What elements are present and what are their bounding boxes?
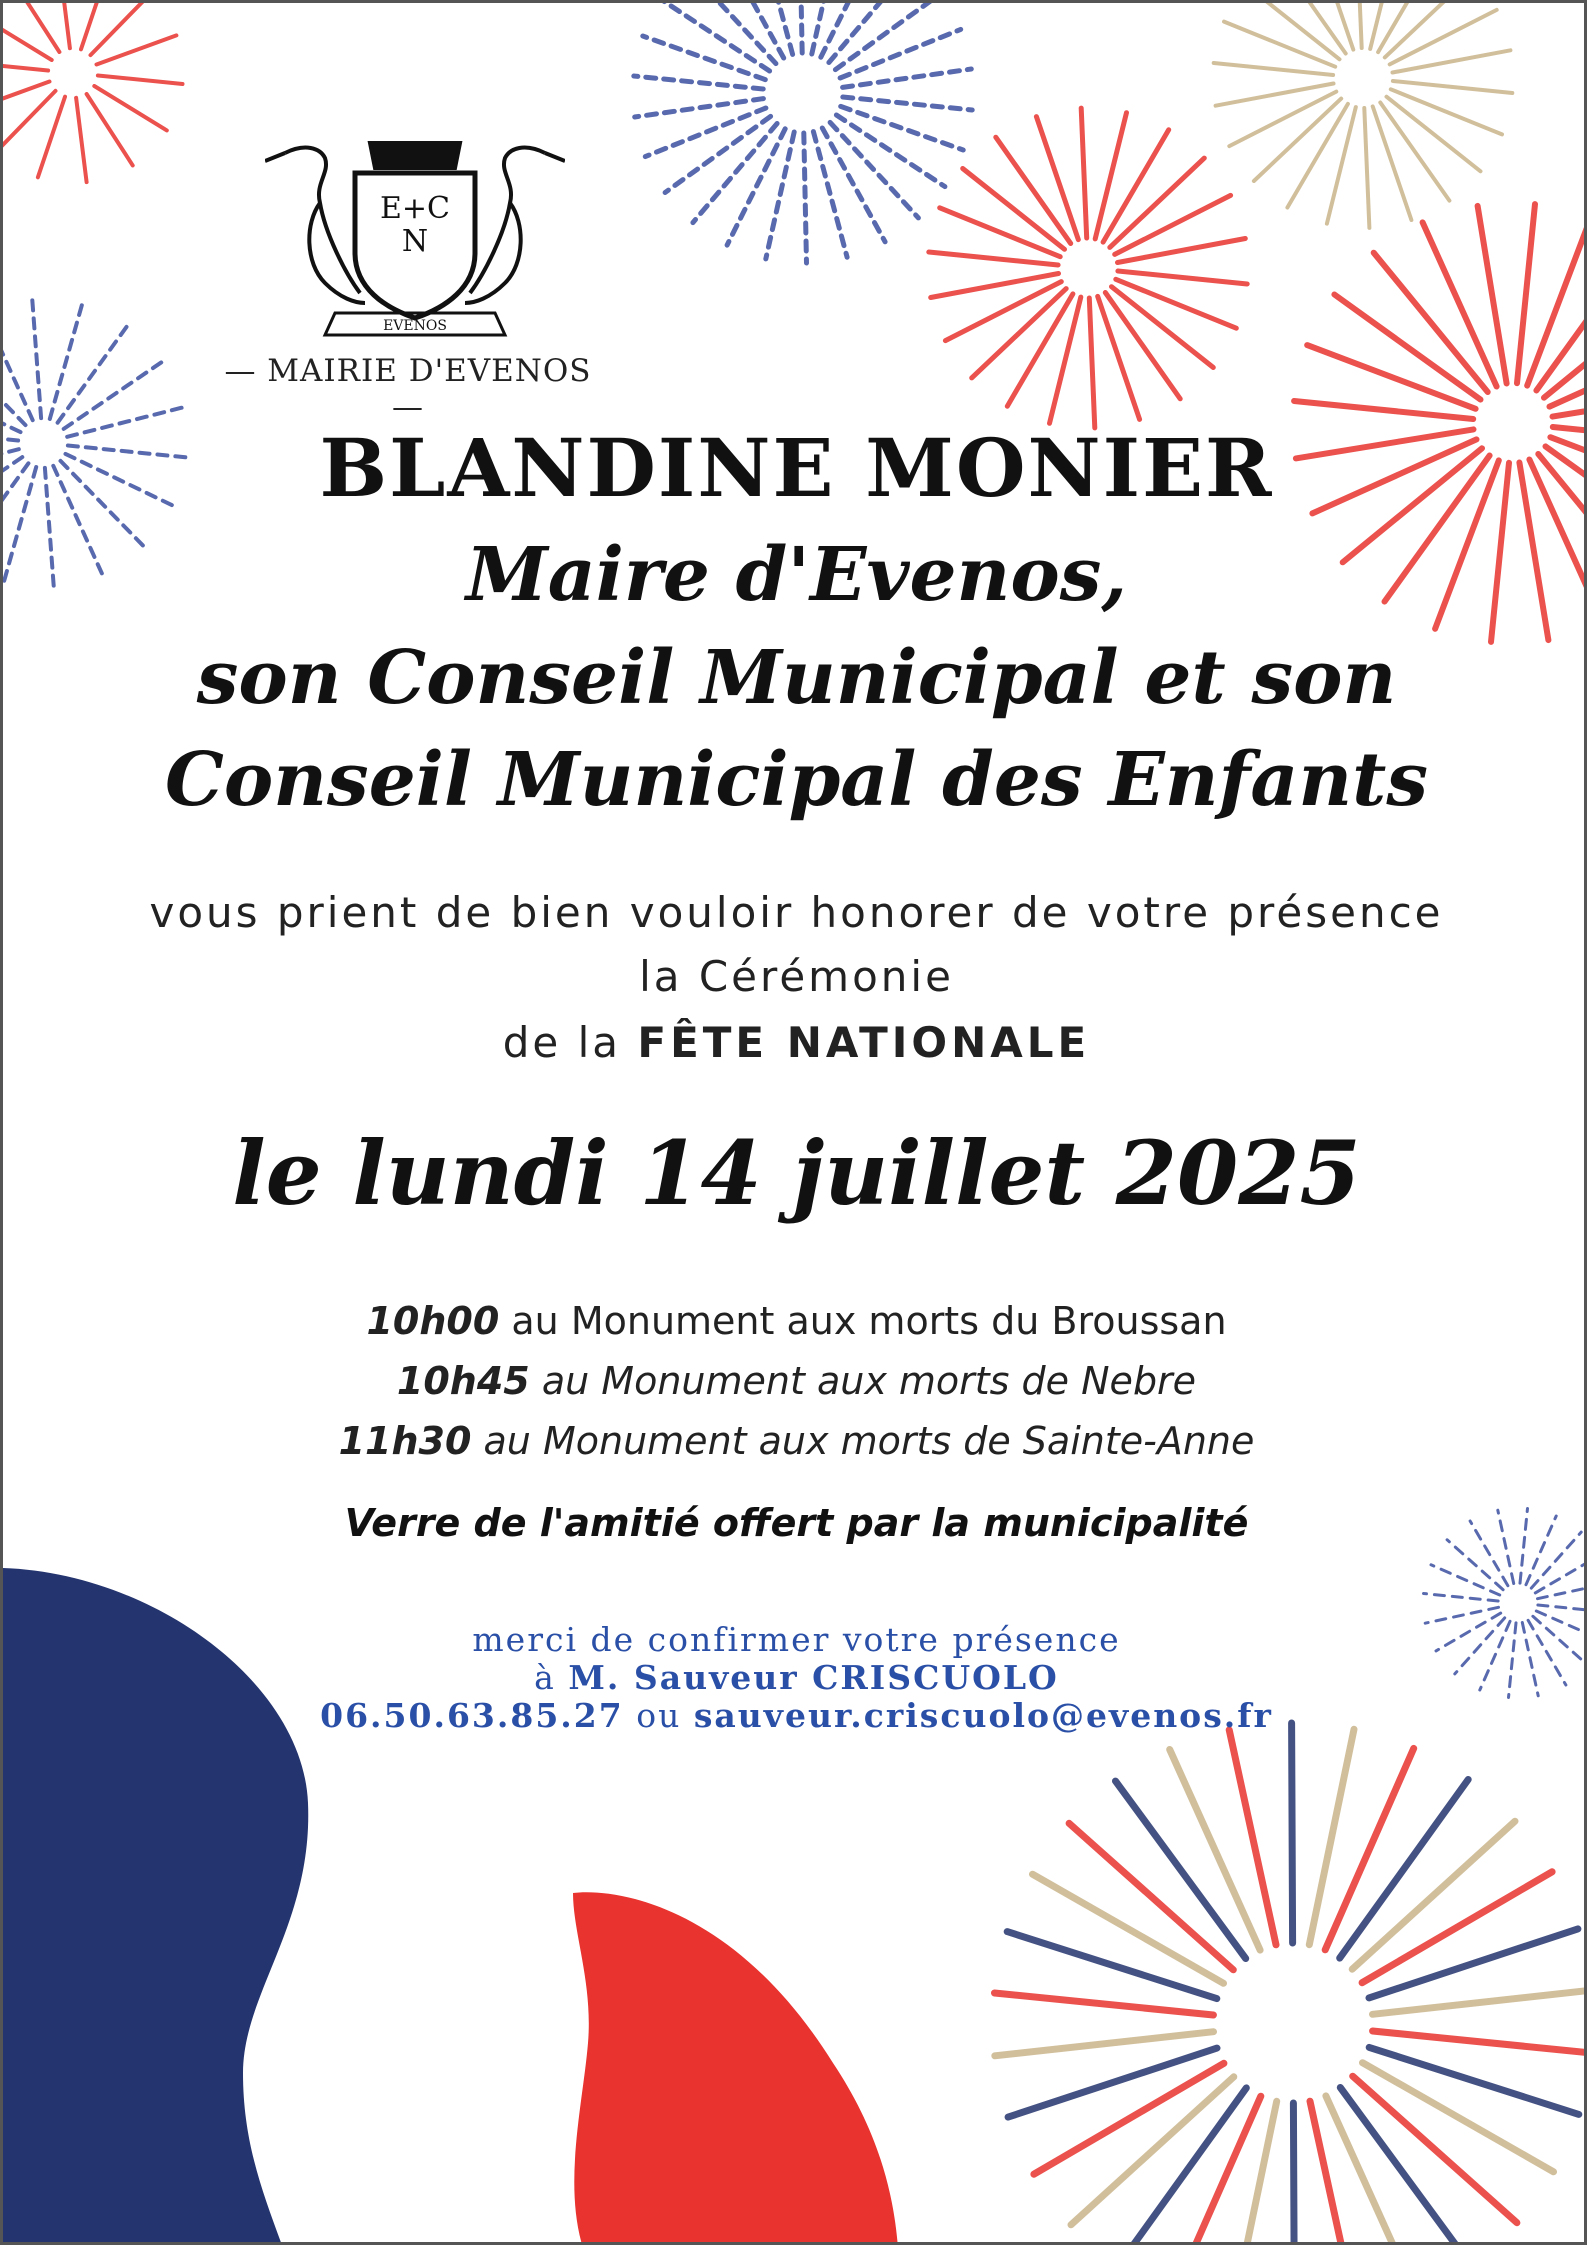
- schedule-place: au Monument aux morts du Broussan: [511, 1299, 1227, 1343]
- ceremony-label: la Cérémonie: [639, 952, 954, 1001]
- firework-ray: [1095, 113, 1126, 239]
- firework-ray: [1327, 107, 1356, 224]
- firework-ray: [1229, 1730, 1276, 1945]
- mairie-caption: — MAIRIE D'EVENOS —: [224, 353, 592, 425]
- firework-ray: [688, 3, 776, 64]
- firework-ray: [32, 293, 41, 418]
- shield-text-top: E+C: [380, 191, 450, 226]
- firework-ray: [59, 3, 70, 48]
- firework-ray: [1071, 2077, 1234, 2225]
- fete-name: FÊTE NATIONALE: [637, 1018, 1091, 1067]
- title-line-3: Conseil Municipal des Enfants: [164, 737, 1429, 823]
- firework-ray: [1050, 297, 1081, 423]
- firework-ray: [1431, 1565, 1500, 1595]
- firework-ray: [822, 128, 885, 242]
- schedule-time: 10h45: [396, 1359, 530, 1403]
- schedule-place: au Monument aux morts de Sainte-Anne: [483, 1419, 1255, 1463]
- schedule-place: au Monument aux morts de Nebre: [541, 1359, 1197, 1403]
- title-line-2: son Conseil Municipal et son: [196, 635, 1397, 721]
- firework-ray: [1294, 401, 1473, 419]
- firework-ray: [813, 132, 847, 258]
- firework-ray: [1214, 63, 1333, 75]
- firework-ray: [843, 97, 972, 110]
- rsvp-line-2: [3, 1659, 1587, 1697]
- schedule-time: 11h30: [338, 1419, 472, 1463]
- firework-ray: [1357, 3, 1362, 48]
- firework-ray: [1393, 81, 1512, 93]
- firework-ray: [1538, 1583, 1587, 1599]
- firework-ray: [1424, 1594, 1499, 1602]
- firework-ray: [50, 299, 84, 419]
- fete-prefix: de la: [502, 1018, 622, 1067]
- firework-ray: [800, 3, 803, 53]
- rsvp-line-3: [3, 1697, 1587, 1735]
- firework-ray: [98, 76, 183, 85]
- firework-ray: [1373, 106, 1412, 220]
- firework-ray: [1364, 108, 1369, 228]
- firework-ray: [3, 306, 33, 420]
- firework-ray: [1293, 2103, 1294, 2245]
- rsvp-phone[interactable]: 06.50.63.85.27: [320, 1696, 624, 1735]
- firework-ray: [1118, 271, 1247, 284]
- schedule-item: [3, 1413, 1587, 1469]
- firework-ray: [1069, 1823, 1233, 1970]
- firework-ray: [1373, 2031, 1587, 2053]
- rsvp-separator: ou: [636, 1696, 682, 1735]
- reception-note: Verre de l'amitié offert par la municipalité: [344, 1501, 1249, 1545]
- rsvp-line-1: merci de confirmer votre présence: [472, 1620, 1121, 1659]
- firework-ray: [3, 62, 48, 71]
- firework-ray: [13, 3, 59, 52]
- rsvp-email[interactable]: sauveur.criscuolo@evenos.fr: [693, 1696, 1273, 1735]
- firework-ray: [1232, 2101, 1277, 2245]
- firework-ray: [1352, 1821, 1515, 1969]
- firework-ray: [634, 76, 763, 89]
- firework-ray: [804, 133, 807, 263]
- schedule-item: [3, 1353, 1587, 1409]
- firework-ray: [76, 98, 87, 182]
- firework-ray: [1538, 1605, 1587, 1613]
- fete-line: [3, 1013, 1587, 1073]
- firework-ray: [3, 16, 52, 60]
- firework-ray: [1517, 204, 1535, 383]
- rsvp-contact-name: M. Sauveur CRISCUOLO: [568, 1658, 1059, 1697]
- firework-ray: [1373, 1990, 1587, 2014]
- firework-ray: [995, 1993, 1214, 2015]
- title-line-1: Maire d'Evenos,: [465, 532, 1128, 618]
- flag-red-shape: [573, 1892, 898, 2245]
- mayor-name: BLANDINE MONIER: [319, 421, 1274, 515]
- firework-ray: [727, 129, 785, 245]
- firework-ray: [821, 3, 879, 57]
- firework-ray: [693, 124, 777, 223]
- schedule-time: 10h00: [366, 1299, 500, 1343]
- firework-ray: [759, 3, 793, 54]
- firework-ray: [1353, 2076, 1517, 2223]
- firework-ray: [1081, 108, 1087, 238]
- coat-of-arms-logo: [265, 113, 565, 343]
- event-date: le lundi 14 juillet 2025: [232, 1121, 1361, 1225]
- firework-ray: [766, 132, 794, 259]
- ribbon-text: EVENOS: [383, 318, 447, 334]
- shield-text-bottom: N: [401, 224, 429, 259]
- schedule-item: [3, 1293, 1587, 1349]
- firework-ray: [1310, 2101, 1357, 2245]
- firework-ray: [721, 3, 784, 58]
- rsvp-prefix: à: [534, 1658, 556, 1697]
- firework-ray: [929, 252, 1058, 265]
- firework-ray: [1089, 298, 1095, 428]
- firework-ray: [97, 35, 177, 64]
- invitation-intro: vous prient de bien vouloir honorer de votre présence: [149, 888, 1444, 937]
- firework-ray: [38, 97, 65, 178]
- firework-ray: [1309, 1729, 1354, 1944]
- firework-ray: [1544, 284, 1587, 398]
- firework-ray: [1292, 1723, 1293, 1943]
- firework-ray: [995, 2032, 1214, 2056]
